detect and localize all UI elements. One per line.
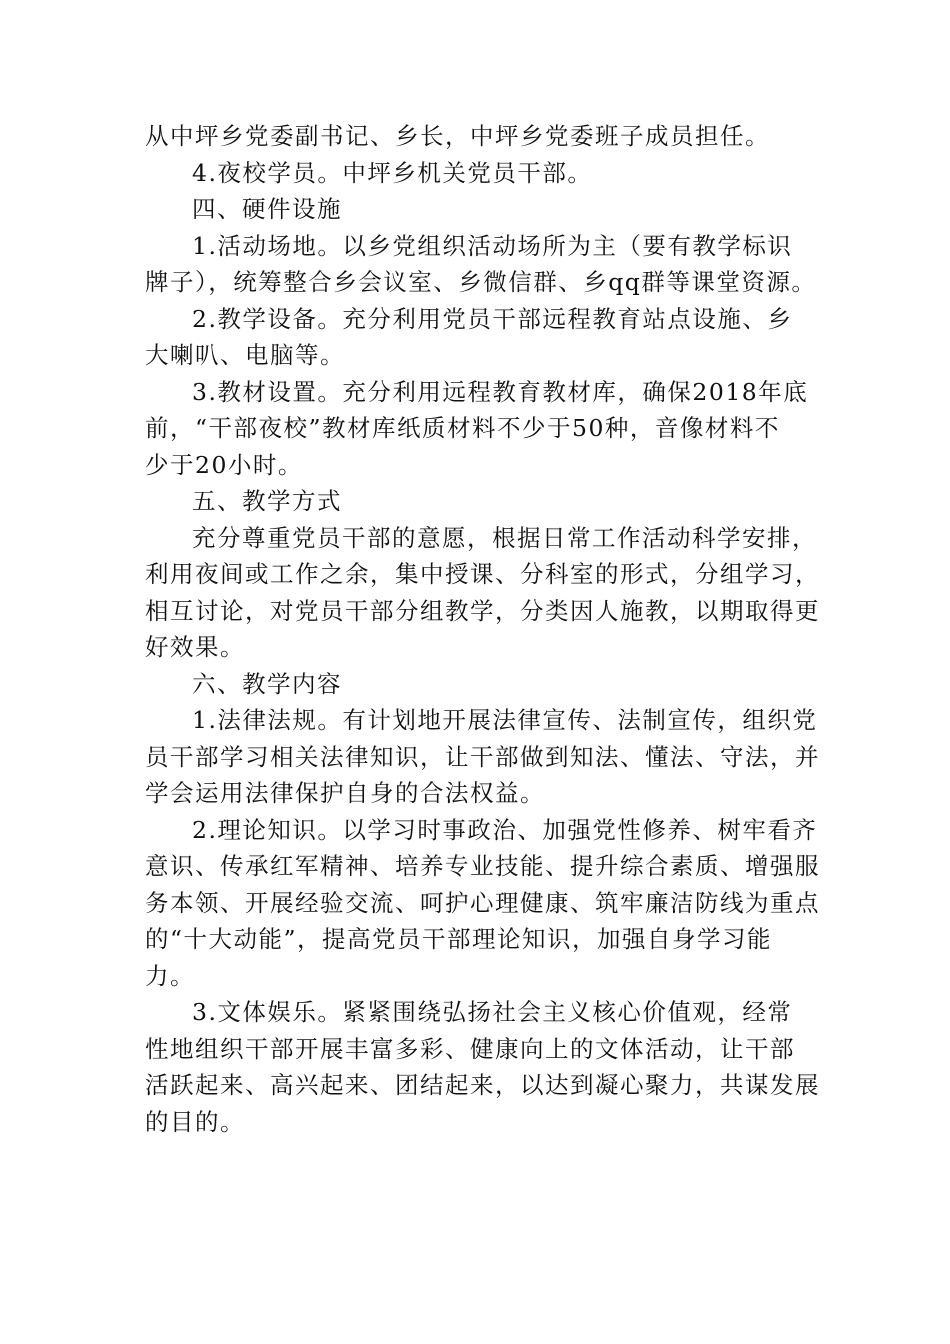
text-line: 牌子），统筹整合乡会议室、乡微信群、乡qq群等课堂资源。 <box>145 268 817 296</box>
text-line: 2.理论知识。以学习时事政治、加强党性修养、树牢看齐 <box>192 815 818 844</box>
text-line: 力。 <box>145 961 195 990</box>
text-line: 相互讨论，对党员干部分组教学，分类因人施教，以期取得更 <box>145 596 820 625</box>
document-body <box>145 118 820 1140</box>
text-line: 1.法律法规。有计划地开展法律宣传、法制宣传，组织党 <box>192 706 818 734</box>
text-line: 1.活动场地。以乡党组织活动场所为主（要有教学标识 <box>192 231 793 260</box>
text-line: 的目的。 <box>145 1107 245 1136</box>
text-line: 前，“干部夜校”教材库纸质材料不少于50种，音像材料不 <box>145 414 780 442</box>
text-line: 利用夜间或工作之余，集中授课、分科室的形式，分组学习， <box>145 560 820 588</box>
text-line: 意识、传承红军精神、培养专业技能、提升综合素质、增强服 <box>145 852 820 880</box>
text-line: 学会运用法律保护自身的合法权益。 <box>145 779 545 807</box>
text-line: 2.教学设备。充分利用党员干部远程教育站点设施、乡 <box>192 304 793 333</box>
section-heading: 六、教学内容 <box>192 669 342 698</box>
text-line: 充分尊重党员干部的意愿，根据日常工作活动科学安排， <box>192 523 817 552</box>
text-line: 务本领、开展经验交流、呵护心理健康、筑牢廉洁防线为重点 <box>145 888 820 917</box>
text-line: 4.夜校学员。中坪乡机关党员干部。 <box>192 158 593 187</box>
text-line: 的“十大动能”，提高党员干部理论知识，加强自身学习能 <box>145 925 773 953</box>
text-line: 好效果。 <box>145 633 245 661</box>
text-line: 活跃起来、高兴起来、团结起来，以达到凝心聚力，共谋发展 <box>145 1071 820 1099</box>
text-line: 从中坪乡党委副书记、乡长，中坪乡党委班子成员担任。 <box>145 122 770 150</box>
text-line: 3.教材设置。充分利用远程教育教材库，确保2018年底 <box>192 377 809 406</box>
section-heading: 四、硬件设施 <box>192 195 342 223</box>
text-line: 3.文体娱乐。紧紧围绕弘扬社会主义核心价值观，经常 <box>192 998 793 1026</box>
section-heading: 五、教学方式 <box>192 487 342 515</box>
text-line: 少于20小时。 <box>145 450 303 479</box>
text-line: 员干部学习相关法律知识，让干部做到知法、懂法、守法，并 <box>145 742 820 771</box>
text-line: 性地组织干部开展丰富多彩、健康向上的文体活动，让干部 <box>145 1034 795 1063</box>
text-line: 大喇叭、电脑等。 <box>145 341 345 369</box>
